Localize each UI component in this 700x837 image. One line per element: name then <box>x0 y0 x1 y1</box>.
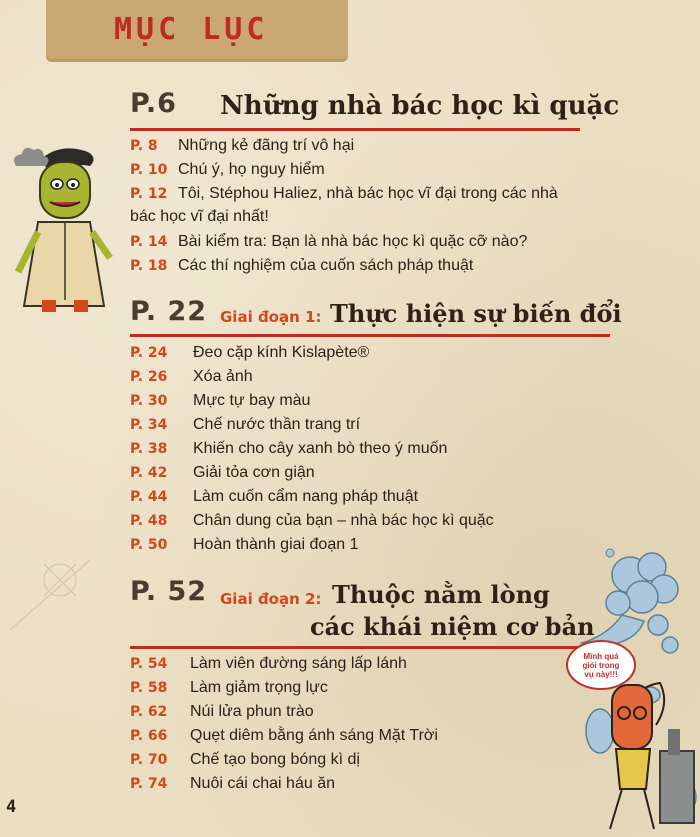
entry-page: P. 70 <box>130 752 168 768</box>
speech-bubble-text: Mình quá giỏi trong vụ này!!! <box>582 651 620 679</box>
toc-entry[interactable] <box>130 703 314 721</box>
mad-scientist-illustration <box>10 140 120 315</box>
chalk-doodle <box>0 540 120 660</box>
toc-entry[interactable] <box>130 233 527 251</box>
speech-bubble <box>566 640 636 690</box>
entry-title: Chế tạo bong bóng kì dị <box>190 751 360 768</box>
section-3-title-line2: các khái niệm cơ bản <box>310 612 595 641</box>
toc-entry[interactable] <box>130 137 354 155</box>
entry-page: P. 42 <box>130 465 168 481</box>
entry-title: Làm viên đường sáng lấp lánh <box>190 655 407 672</box>
entry-title: Mực tự bay màu <box>193 392 311 409</box>
section-2-list <box>130 344 610 559</box>
entry-title: Nuôi cái chai háu ăn <box>190 775 335 792</box>
entry-page: P. 74 <box>130 776 168 792</box>
entry-page: P. 48 <box>130 513 168 529</box>
toc-entry[interactable] <box>130 257 473 275</box>
section-1-rule <box>130 128 580 131</box>
entry-page: P. 18 <box>130 258 168 274</box>
toc-entry[interactable] <box>130 440 447 458</box>
toc-title: MỤC LỤC <box>114 12 269 47</box>
entry-title: Quẹt diêm bằng ánh sáng Mặt Trời <box>190 727 438 744</box>
entry-page: P. 30 <box>130 393 168 409</box>
toc-entry[interactable] <box>130 655 407 673</box>
entry-title: Khiến cho cây xanh bò theo ý muốn <box>193 440 448 457</box>
toc-entry[interactable] <box>130 392 310 410</box>
entry-page: P. 26 <box>130 369 168 385</box>
entry-page: P. 58 <box>130 680 168 696</box>
toc-entry[interactable] <box>130 488 418 506</box>
toc-entry[interactable] <box>130 185 558 203</box>
toc-entry[interactable] <box>130 751 360 769</box>
entry-page: P. 10 <box>130 162 168 178</box>
section-3-stage: Giai đoạn 2: <box>220 590 322 608</box>
entry-page: P. 24 <box>130 345 168 361</box>
entry-title: bác học vĩ đại nhất! <box>130 208 269 225</box>
entry-title: Giải tỏa cơn giận <box>193 464 315 481</box>
entry-page: P. 44 <box>130 489 168 505</box>
section-3-title-line1: Thuộc nằm lòng <box>332 580 550 609</box>
section-1-page: P.6 <box>130 88 177 119</box>
entry-page: P. 54 <box>130 656 168 672</box>
genie-bubbles-illustration <box>560 545 700 837</box>
entry-page: P. 8 <box>130 138 158 154</box>
entry-title: Bài kiểm tra: Bạn là nhà bác học kì quặc cỡ nào? <box>178 233 528 250</box>
entry-page: P. 38 <box>130 441 168 457</box>
section-1-title: Những nhà bác học kì quặc <box>220 91 620 121</box>
entry-page: P. 34 <box>130 417 168 433</box>
entry-page: P. 62 <box>130 704 168 720</box>
toc-entry[interactable] <box>130 416 360 434</box>
entry-title: Hoàn thành giai đoạn 1 <box>193 536 359 553</box>
toc-entry[interactable] <box>130 679 328 697</box>
section-3-list <box>130 655 570 800</box>
entry-title: Các thí nghiệm của cuốn sách pháp thuật <box>178 257 474 274</box>
entry-title: Núi lửa phun trào <box>190 703 314 720</box>
entry-title: Tôi, Stéphou Haliez, nhà bác học vĩ đại trong các nhà <box>178 185 558 202</box>
toc-entry-continued[interactable] <box>130 208 269 226</box>
entry-title: Làm cuốn cẩm nang pháp thuật <box>193 488 419 505</box>
title-banner <box>46 0 348 62</box>
toc-entry[interactable] <box>130 368 253 386</box>
entry-title: Làm giảm trọng lực <box>190 679 328 696</box>
toc-entry[interactable] <box>130 775 335 793</box>
entry-title: Đeo cặp kính Kislapète® <box>193 344 370 361</box>
toc-entry[interactable] <box>130 464 315 482</box>
entry-page: P. 66 <box>130 728 168 744</box>
entry-title: Chế nước thần trang trí <box>193 416 361 433</box>
section-2-stage: Giai đoạn 1: <box>220 308 322 326</box>
toc-entry[interactable] <box>130 344 369 362</box>
entry-title: Chân dung của bạn – nhà bác học kì quặc <box>193 512 494 529</box>
section-2-rule <box>130 334 610 337</box>
section-1-list <box>130 137 610 282</box>
toc-entry[interactable] <box>130 512 494 530</box>
toc-entry[interactable] <box>130 161 325 179</box>
entry-title: Những kẻ đãng trí vô hại <box>178 137 355 154</box>
section-2-page: P. 22 <box>130 296 208 327</box>
entry-page: P. 14 <box>130 234 168 250</box>
toc-entry[interactable] <box>130 727 438 745</box>
entry-title: Chú ý, họ nguy hiểm <box>178 161 325 178</box>
entry-title: Xóa ảnh <box>193 368 253 385</box>
section-3-rule <box>130 646 610 649</box>
toc-entry[interactable] <box>130 536 358 554</box>
entry-page: P. 50 <box>130 537 168 553</box>
page-number: 4 <box>6 797 17 817</box>
entry-page: P. 12 <box>130 186 168 202</box>
section-2-title: Thực hiện sự biến đổi <box>330 299 622 328</box>
section-3-page: P. 52 <box>130 576 208 607</box>
